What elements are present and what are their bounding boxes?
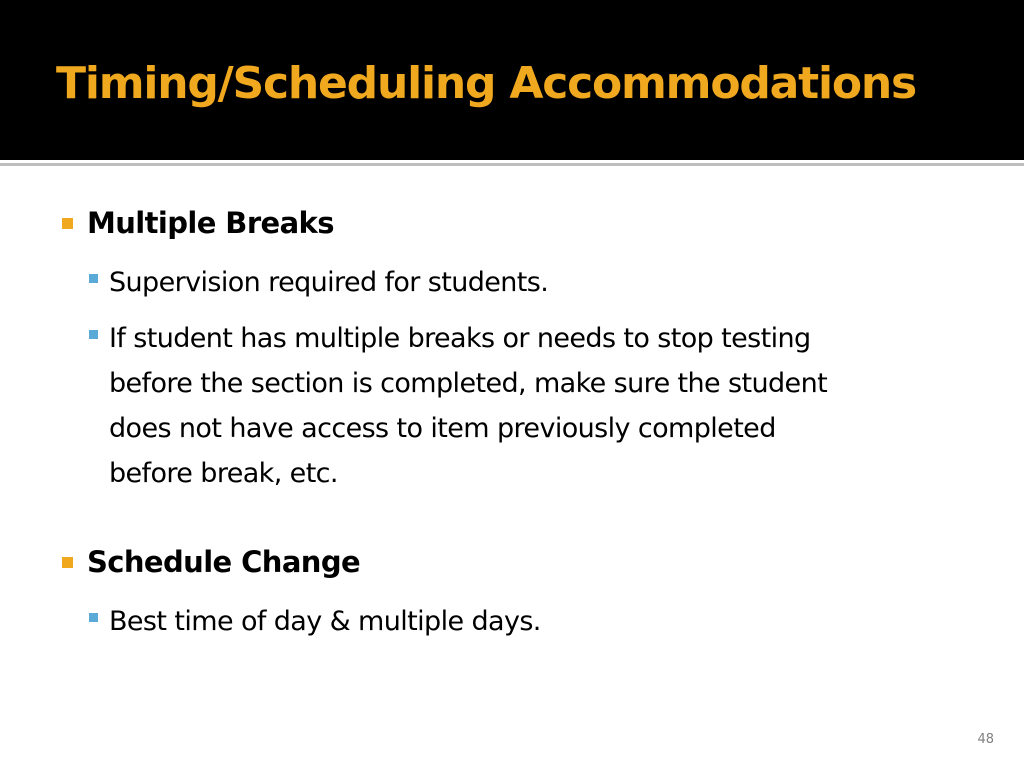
sub-bullet-text (109, 599, 541, 644)
text-line: If student has multiple breaks or needs to stop testing (109, 323, 811, 354)
slide-title: Timing/Scheduling Accommodations (56, 58, 916, 109)
text-line: before break, etc. (109, 458, 338, 489)
sub-bullet-text (109, 260, 548, 305)
text-line: before the section is completed, make sure the student (109, 368, 828, 399)
square-bullet-icon (89, 613, 98, 622)
sub-bullet-text (109, 316, 827, 496)
square-bullet-icon (89, 274, 98, 283)
page-number: 48 (977, 732, 994, 747)
bullet-schedule-change (62, 545, 360, 579)
text-line: Best time of day & multiple days. (109, 606, 541, 637)
square-bullet-icon (62, 557, 73, 568)
heading-multiple-breaks: Multiple Breaks (87, 206, 334, 240)
bullet-multiple-breaks (62, 206, 334, 240)
text-line: Supervision required for students. (109, 267, 549, 298)
text-line: does not have access to item previously completed (109, 413, 776, 444)
heading-schedule-change: Schedule Change (87, 545, 361, 579)
square-bullet-icon (89, 330, 98, 339)
square-bullet-icon (62, 218, 73, 229)
